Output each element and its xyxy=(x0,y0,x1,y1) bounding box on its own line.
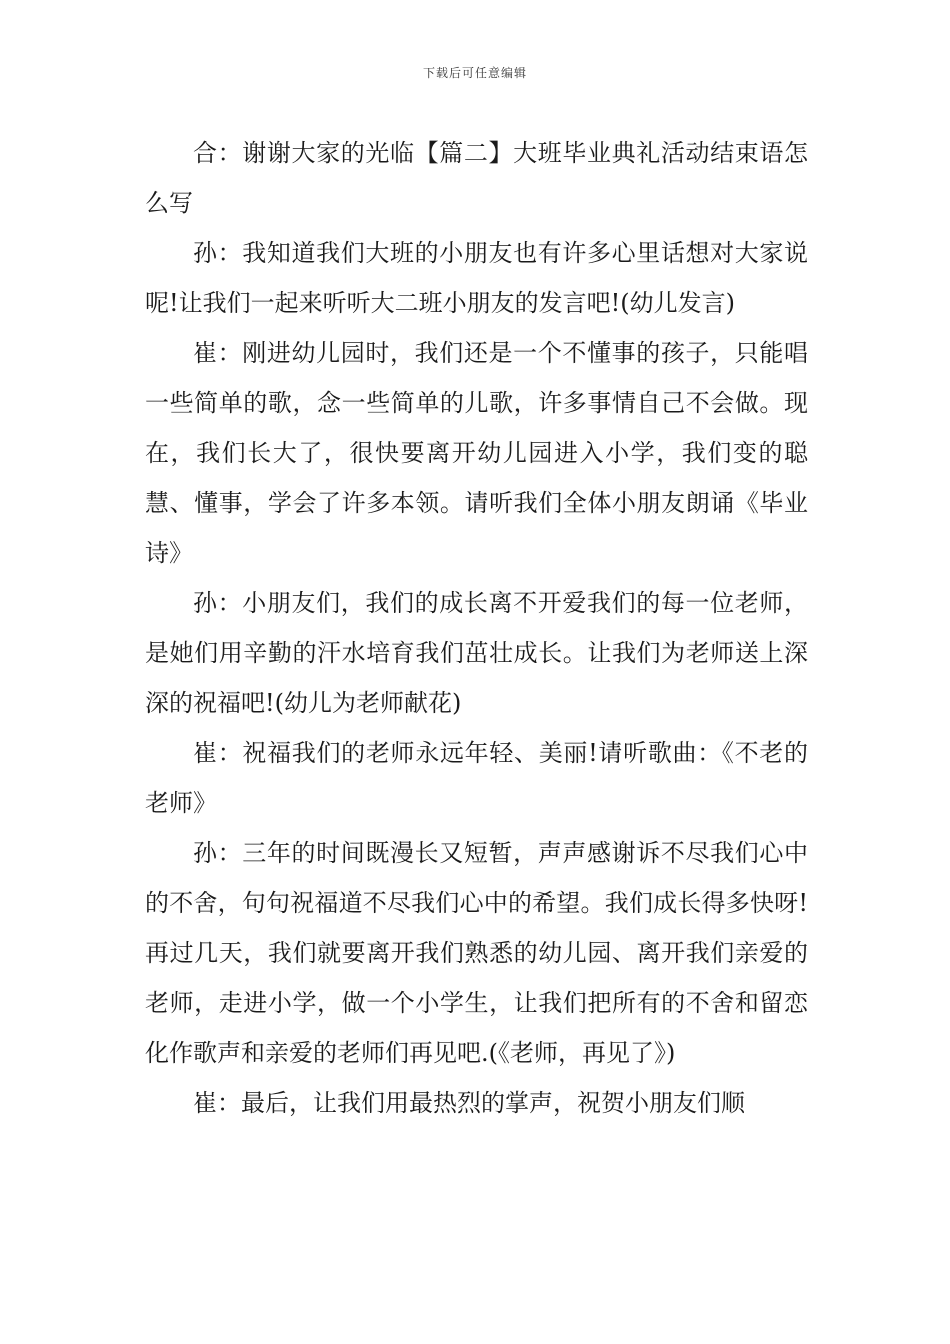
paragraph-7: 崔：最后，让我们用最热烈的掌声，祝贺小朋友们顺 xyxy=(193,1089,745,1117)
paragraph-4: 孙：小朋友们，我们的成长离不开爱我们的每一位老师，是她们用辛勤的汗水培育我们茁壮成长。让我们为老师送上深深的祝福吧!(幼儿为老师献花) xyxy=(145,589,808,717)
paragraph-1: 合：谢谢大家的光临【篇二】大班毕业典礼活动结束语怎么写 xyxy=(145,139,808,217)
paragraph-6: 孙：三年的时间既漫长又短暂，声声感谢诉不尽我们心中的不舍，句句祝福道不尽我们心中的希望。我们成长得多快呀!再过几天，我们就要离开我们熟悉的幼儿园、离开我们亲爱的老师，走进小学，做一个小学生，让我们把所有的不舍和留恋化作歌声和亲爱的老师们再见吧.(《老师，再见了》) xyxy=(145,839,808,1067)
document-body xyxy=(145,128,808,1128)
paragraph-5: 崔：祝福我们的老师永远年轻、美丽!请听歌曲：《不老的老师》 xyxy=(145,739,808,817)
paragraph-2: 孙：我知道我们大班的小朋友也有许多心里话想对大家说呢!让我们一起来听听大二班小朋友的发言吧!(幼儿发言) xyxy=(145,239,808,317)
paragraph-3: 崔：刚进幼儿园时，我们还是一个不懂事的孩子，只能唱一些简单的歌，念一些简单的儿歌，许多事情自己不会做。现在，我们长大了，很快要离开幼儿园进入小学，我们变的聪慧、懂事，学会了许多本领。请听我们全体小朋友朗诵《毕业诗》 xyxy=(145,339,808,567)
page-header: 下载后可任意编辑 xyxy=(422,66,527,80)
